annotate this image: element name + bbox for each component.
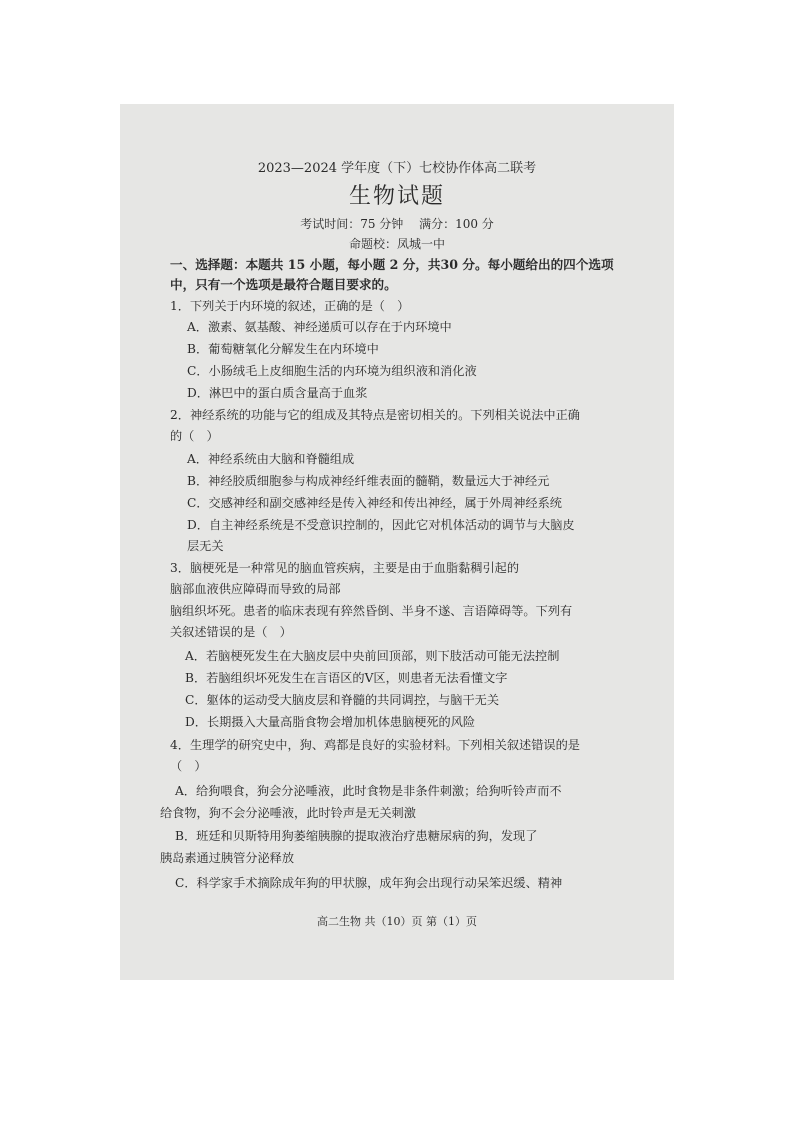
question-option: 胰岛素通过胰管分泌释放: [160, 851, 295, 865]
question-option: D．长期摄入大量高脂食物会增加机体患脑梗死的风险: [185, 715, 476, 729]
question-stem: 2．神经系统的功能与它的组成及其特点是密切相关的。下列相关说法中正确: [170, 408, 580, 422]
page-footer: 高二生物 共（10）页 第（1）页: [317, 915, 477, 928]
question-option: A．若脑梗死发生在大脑皮层中央前回顶部，则下肢活动可能无法控制: [185, 649, 560, 663]
question-option: B．神经胶质细胞参与构成神经纤维表面的髓鞘，数量远大于神经元: [187, 474, 550, 488]
question-stem: 脑部血液供应障碍而导致的局部: [170, 582, 341, 596]
question-option: 给食物，狗不会分泌唾液，此时铃声是无关刺激: [160, 806, 416, 820]
exam-setter: 命题校：凤城一中: [348, 237, 445, 251]
section-heading: 中，只有一个选项是最符合题目要求的。: [170, 277, 397, 292]
question-stem: 关叙述错误的是（ ）: [170, 625, 292, 639]
question-option: C．小肠绒毛上皮细胞生活的内环境为组织液和消化液: [187, 364, 477, 378]
question-option: B．班廷和贝斯特用狗萎缩胰腺的提取液治疗患糖尿病的狗，发现了: [175, 829, 538, 843]
question-stem: 4．生理学的研究史中，狗、鸡都是良好的实验材料。下列相关叙述错误的是: [170, 738, 580, 752]
question-option: C．交感神经和副交感神经是传入神经和传出神经，属于外周神经系统: [187, 496, 562, 510]
question-option: B．若脑组织坏死发生在言语区的V区，则患者无法看懂文字: [185, 671, 508, 685]
question-stem: 1．下列关于内环境的叙述，正确的是（ ）: [170, 299, 410, 313]
exam-page: [120, 104, 674, 980]
question-option: D．自主神经系统是不受意识控制的，因此它对机体活动的调节与大脑皮: [187, 518, 575, 532]
page-title: 生物试题: [348, 184, 445, 209]
question-option: A．神经系统由大脑和脊髓组成: [187, 452, 355, 466]
question-option: B．葡萄糖氧化分解发生在内环境中: [187, 342, 379, 356]
question-option: C．科学家手术摘除成年狗的甲状腺，成年狗会出现行动呆笨迟缓、精神: [175, 876, 563, 890]
section-heading: 一、选择题：本题共 15 小题，每小题 2 分，共30 分。每小题给出的四个选项: [170, 257, 614, 272]
exam-header: 2023—2024 学年度（下）七校协作体高二联考: [257, 161, 537, 176]
question-stem: 脑组织坏死。患者的临床表现有猝然昏倒、半身不遂、言语障碍等。下列有: [170, 604, 573, 618]
question-option: C．躯体的运动受大脑皮层和脊髓的共同调控，与脑干无关: [185, 693, 500, 707]
question-option: 层无关: [187, 539, 224, 553]
question-stem: 3．脑梗死是一种常见的脑血管疾病，主要是由于血脂黏稠引起的: [170, 561, 520, 575]
question-option: D．淋巴中的蛋白质含量高于血浆: [187, 386, 368, 400]
question-option: A．激素、氨基酸、神经递质可以存在于内环境中: [187, 320, 452, 334]
exam-time-score: 考试时间：75 分钟 满分：100 分: [300, 217, 494, 231]
question-stem: 的（ ）: [170, 429, 219, 443]
question-stem: （ ）: [170, 759, 207, 773]
question-option: A．给狗喂食，狗会分泌唾液，此时食物是非条件刺激；给狗听铃声而不: [175, 784, 562, 798]
